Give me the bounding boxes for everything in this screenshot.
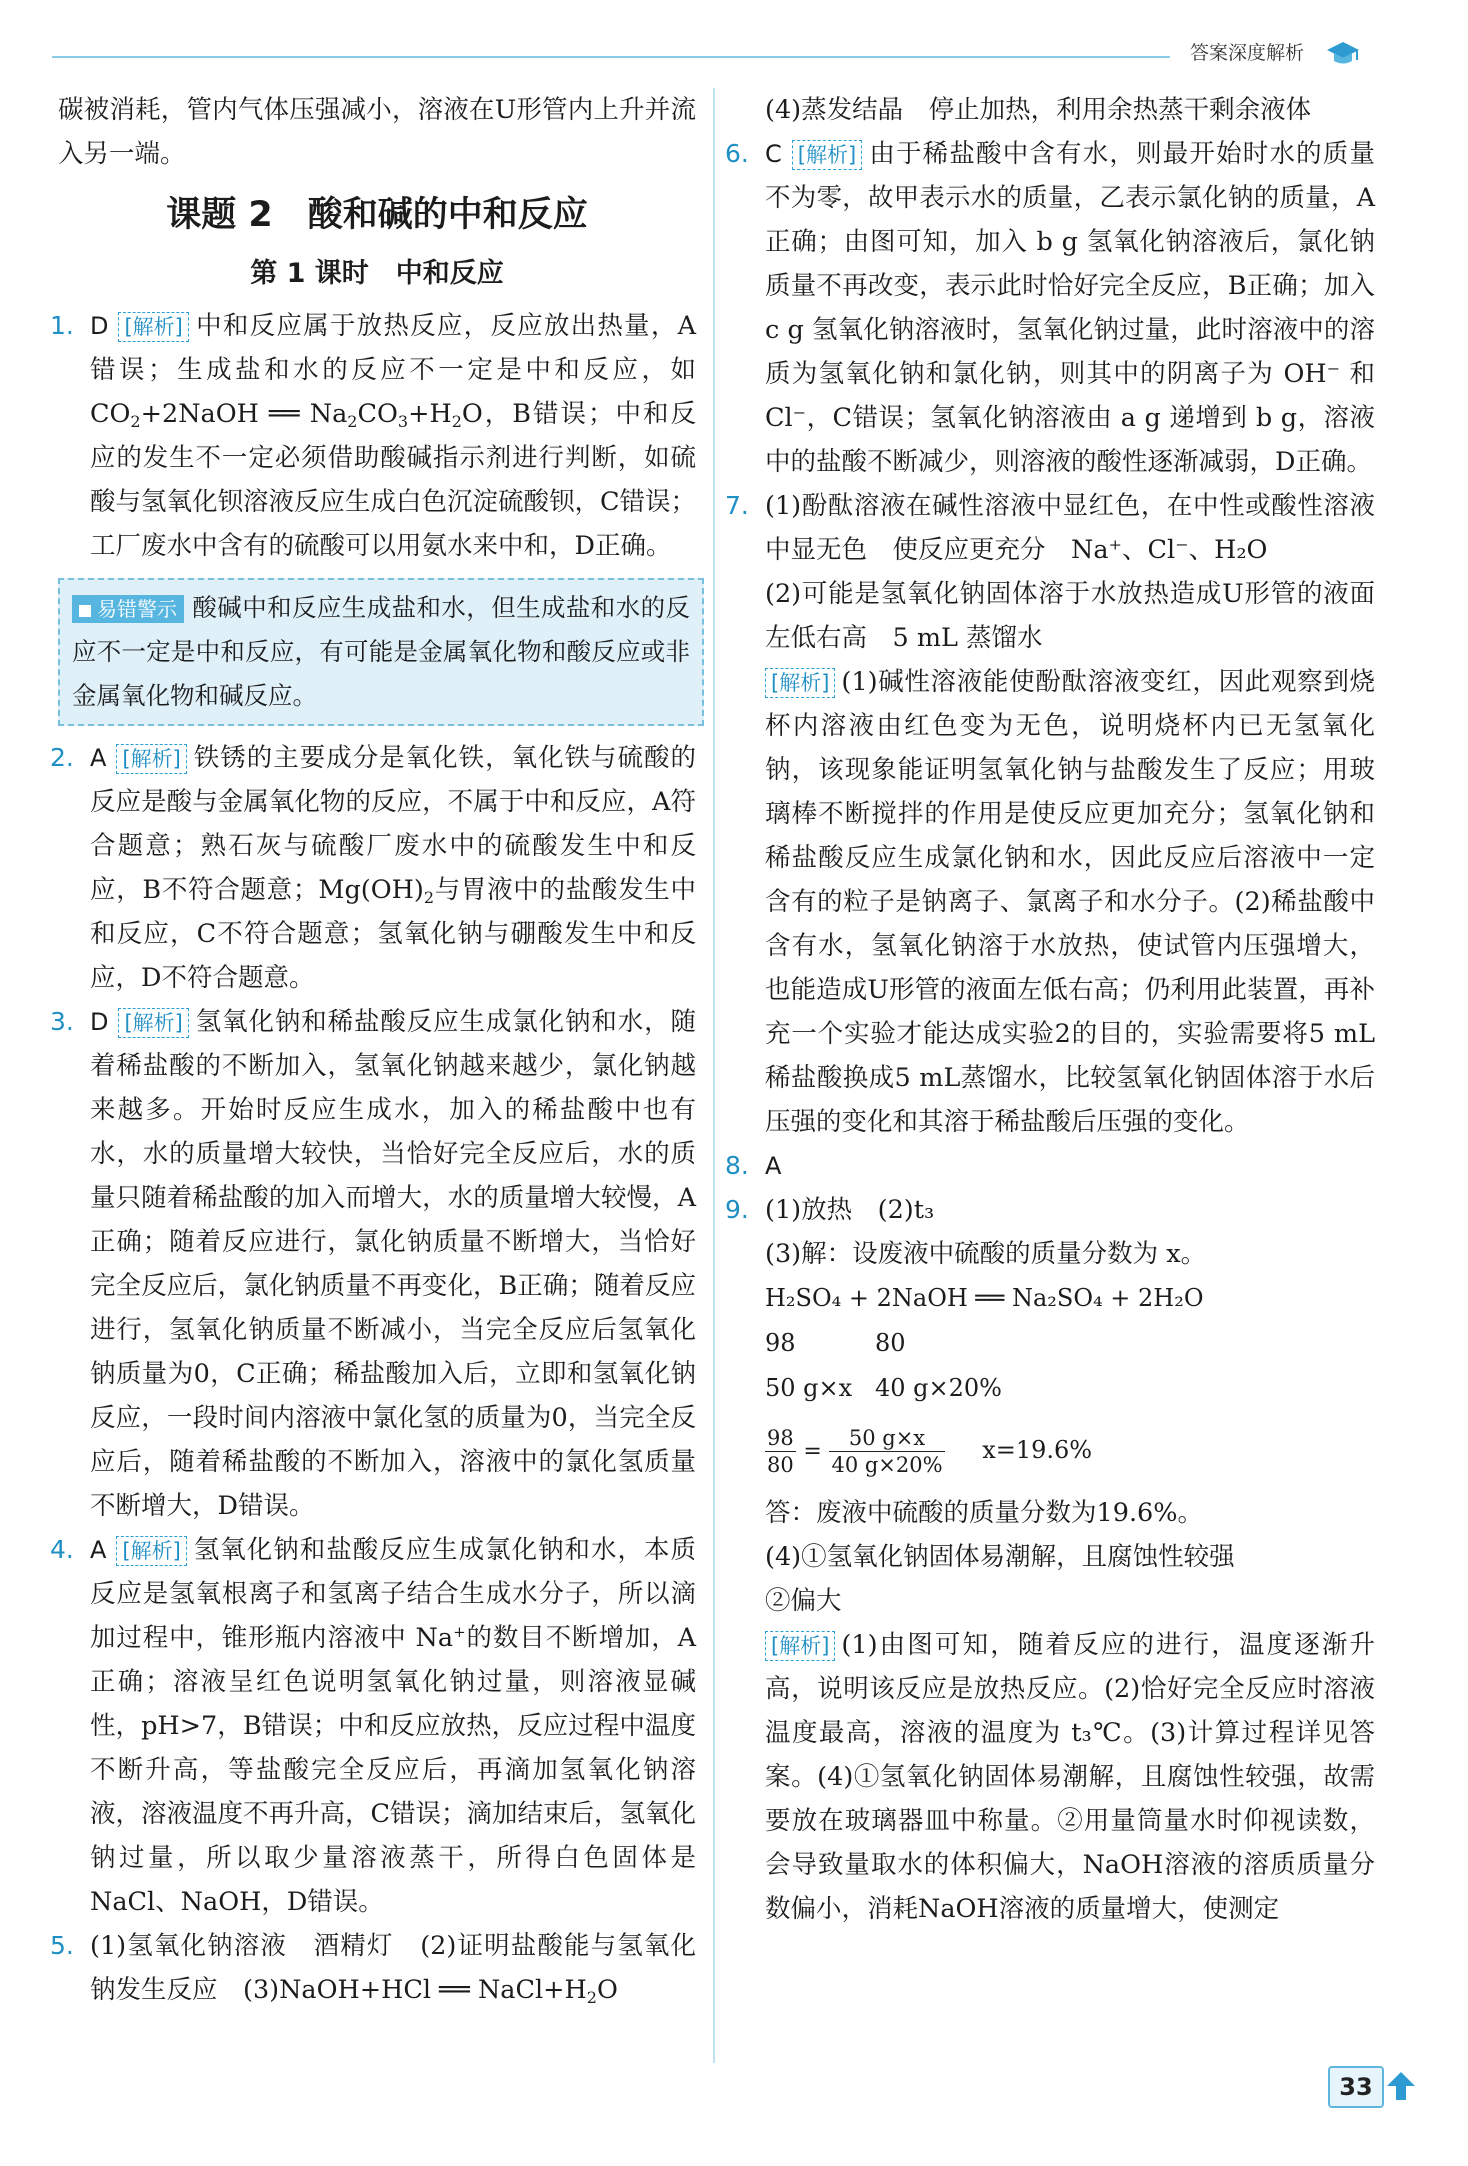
square-icon bbox=[79, 605, 91, 617]
answer-item-6 bbox=[725, 132, 1375, 484]
analysis-tag: [解析] bbox=[118, 312, 188, 342]
fraction-right: $\frac{50 g\times x}{40 g\times 20\%}$ bbox=[831, 1426, 943, 1477]
left-column bbox=[50, 88, 697, 2012]
analysis-tag: [解析] bbox=[792, 140, 862, 170]
page-number: 33 bbox=[1328, 2066, 1384, 2108]
answer-choice: D bbox=[90, 1008, 109, 1036]
answer-item-9 bbox=[725, 1188, 1375, 1232]
answer-choice: C bbox=[765, 140, 782, 168]
item-explanation: (1)由图可知，随着反应的进行，温度逐渐升高，说明该反应是放热反应。(2)恰好完全反应时溶液温度最高，溶液的温度为 t₃℃。(3)计算过程详见答案。(4)①氢氧化钠固体易潮解，且腐蚀性较强，故需要放在玻璃器皿中称量。②用量筒量水时仰视读数，会导致量取水的体积偏大，NaOH溶液的溶质质量分数偏小，消耗NaOH溶液的质量增大，使测定 bbox=[765, 1630, 1375, 1924]
warning-text: 酸碱中和反应生成盐和水，但生成盐和水的反应不一定是中和反应，有可能是金属氧化物和酸反应或非金属氧化物和碱反应。 bbox=[72, 593, 690, 710]
result-value: x=19.6% bbox=[982, 1436, 1093, 1464]
item-text: (1)氢氧化钠溶液 酒精灯 (2)证明盐酸能与氢氧化钠发生反应 (3)NaOH+HCl ══ NaCl+H bbox=[90, 1931, 696, 2005]
item-5-continued: (4)蒸发结晶 停止加热，利用余热蒸干剩余液体 bbox=[765, 95, 1312, 125]
answer-item-3 bbox=[50, 1000, 696, 1528]
item-text: 氢氧化钠和盐酸反应生成氯化钠和水，本质反应是氢氧根离子和氢离子结合生成水分子，所以滴加过程中，锥形瓶内溶液中 Na bbox=[90, 1535, 696, 1653]
intro-text: 碳被消耗，管内气体压强减小，溶液在U形管内上升并流入另一端。 bbox=[58, 95, 696, 169]
quantity-row bbox=[733, 1366, 1375, 1411]
answer-choice: A bbox=[765, 1152, 782, 1180]
answer-choice: A bbox=[90, 1536, 107, 1564]
item-number: 2. bbox=[50, 743, 74, 772]
item-9-explanation bbox=[733, 1623, 1375, 1931]
item-number: 8. bbox=[725, 1151, 749, 1180]
solution-conclusion: 答：废液中硫酸的质量分数为19.6%。 bbox=[765, 1498, 1204, 1528]
lesson-title: 课题 2 酸和碱的中和反应 bbox=[166, 195, 588, 235]
item-text-1: (1)放热 (2)t₃ bbox=[765, 1195, 935, 1225]
item-number: 5. bbox=[50, 1931, 74, 1960]
molar-mass-row bbox=[733, 1321, 1375, 1366]
chemical-equation: H₂SO₄ + 2NaOH ══ Na₂SO₄ + 2H₂O bbox=[765, 1284, 1204, 1312]
item-number: 3. bbox=[50, 1007, 74, 1036]
item-number: 4. bbox=[50, 1535, 74, 1564]
item-text-4a: (4)①氢氧化钠固体易潮解，且腐蚀性较强 bbox=[765, 1542, 1235, 1572]
quantity-naoh: 40 g×20% bbox=[875, 1374, 1002, 1402]
quantity-h2so4: 50 g×x bbox=[765, 1374, 853, 1402]
analysis-tag: [解析] bbox=[765, 1631, 835, 1661]
solution-setup: (3)解：设废液中硫酸的质量分数为 x。 bbox=[765, 1239, 1207, 1269]
answer-choice: D bbox=[90, 312, 109, 340]
analysis-tag: [解析] bbox=[116, 1536, 186, 1566]
item-text: 氢氧化钠和稀盐酸反应生成氯化钠和水，随着稀盐酸的不断加入，氢氧化钠越来越少，氯化钠越来越多。开始时反应生成水，加入的稀盐酸中也有水，水的质量增大较快，当恰好完全反应后，水的质量只随着稀盐酸的加入而增大，水的质量增大较慢，A正确；随着反应进行，氯化钠质量不断增大，当恰好完全反应后，氯化钠质量不再变化，B正确；随着反应进行，氢氧化钠质量不断减小，当完全反应后氢氧化钠质量为0，C正确；稀盐酸加入后，立即和氢氧化钠反应，一段时间内溶液中氯化氢的质量为0，当完全反应后，随着稀盐酸的不断加入，溶液中的氯化氢质量不断增大，D错误。 bbox=[90, 1007, 696, 1521]
item-number: 9. bbox=[725, 1195, 749, 1224]
answer-item-5: 5. (1)氢氧化钠溶液 酒精灯 (2)证明盐酸能与氢氧化钠发生反应 (3)NaOH+HCl ══ $NaCl+H_2O$ bbox=[58, 1924, 696, 2012]
analysis-tag: [解析] bbox=[118, 1008, 188, 1038]
answer-item-7 bbox=[725, 484, 1375, 1144]
analysis-tag: [解析] bbox=[765, 668, 835, 698]
molar-mass-naoh: 80 bbox=[875, 1329, 906, 1357]
item-explanation: (1)碱性溶液能使酚酞溶液变红，因此观察到烧杯内溶液由红色变为无色，说明烧杯内已无氢氧化钠，该现象能证明氢氧化钠与盐酸发生了反应；用玻璃棒不断搅拌的作用是使反应更加充分；氢氧化钠和稀盐酸反应生成氯化钠和水，因此反应后溶液中一定含有的粒子是钠离子、氯离子和水分子。(2)稀盐酸中含有水，氢氧化钠溶于水放热，使试管内压强增大，也能造成U形管的液面左低右高；仍利用此装置，再补充一个实验才能达成实验2的目的，实验需要将5 mL稀盐酸换成5 mL蒸馏水，比较氢氧化钠固体溶于水后压强的变化和其溶于稀盐酸后压强的变化。 bbox=[765, 667, 1375, 1137]
column-divider bbox=[713, 88, 715, 2063]
answer-choice: A bbox=[90, 744, 107, 772]
page-header bbox=[0, 0, 1468, 80]
answer-item-1: 1. D [解析] 中和反应属于放热反应，反应放出热量，A错误；生成盐和水的反应不一定是中和反应，如$CO_2+2NaOH$ ══ $Na_2CO_3+H_2O$，B错误；中和反应的发生不一定必须借助酸碱指示剂进行判断，如硫酸与氢氧化钡溶液反应生成白色沉淀硫酸钡，C错误；工厂废水中含有的硫酸可以用氨水来中和，D正确。 bbox=[58, 304, 696, 568]
header-title: 答案深度解析 bbox=[1190, 42, 1305, 64]
item-number: 6. bbox=[725, 139, 749, 168]
item-text-1: (1)酚酞溶液在碱性溶液中显红色，在中性或酸性溶液中显无色 使反应更充分 Na⁺、Cl⁻、H₂O bbox=[765, 491, 1375, 565]
header-rule bbox=[52, 56, 1170, 58]
warning-box bbox=[58, 578, 704, 726]
graduation-cap-icon bbox=[1326, 38, 1360, 68]
warning-label: 易错警示 bbox=[72, 595, 184, 623]
answer-item-2: 2. A [解析] 铁锈的主要成分是氧化铁，氧化铁与硫酸的反应是酸与金属氧化物的反应，不属于中和反应，A符合题意；熟石灰与硫酸厂废水中的硫酸发生中和反应，B不符合题意；$Mg(OH)_2$与胃液中的盐酸发生中和反应，C不符合题意；氢氧化钠与硼酸发生中和反应，D不符合题意。 bbox=[58, 736, 696, 1000]
lesson-subtitle: 第 1 课时 中和反应 bbox=[250, 258, 504, 289]
proportion-equation: $\frac{98}{80}$ = $\frac{50 g\times x}{40 g\times 20\%}$ x=19.6% bbox=[767, 1426, 1093, 1477]
item-text-4b: ②偏大 bbox=[765, 1586, 842, 1616]
item-text-2: (2)可能是氢氧化钠固体溶于水放热造成U形管的液面左低右高 5 mL 蒸馏水 bbox=[765, 579, 1375, 653]
arrow-up-icon bbox=[1386, 2070, 1416, 2102]
answer-item-4: 4. A [解析] 氢氧化钠和盐酸反应生成氯化钠和水，本质反应是氢氧根离子和氢离子结合生成水分子，所以滴加过程中，锥形瓶内溶液中 Na+的数目不断增加，A正确；溶液呈红色说明氢氧化钠过量，则溶液显碱性，pH>7，B错误；中和反应放热，反应过程中温度不断升高，等盐酸完全反应后，再滴加氢氧化钠溶液，溶液温度不再升高，C错误；滴加结束后，氢氧化钠过量，所以取少量溶液蒸干，所得白色固体是NaCl、NaOH，D错误。 bbox=[58, 1528, 696, 1924]
item-text: 由于稀盐酸中含有水，则最开始时水的质量不为零，故甲表示水的质量，乙表示氯化钠的质量，A正确；由图可知，加入 b g 氢氧化钠溶液后，氯化钠质量不再改变，表示此时恰好完全反应，B正确；加入 c g 氢氧化钠溶液时，氢氧化钠过量，此时溶液中的溶质为氢氧化钠和氯化钠，则其中的阴离子为 OH⁻ 和 Cl⁻，C错误；氢氧化钠溶液由 a g 递增到 b g，溶液中的盐酸不断减少，则溶液的酸性逐渐减弱，D正确。 bbox=[765, 139, 1375, 477]
item-number: 1. bbox=[50, 311, 74, 340]
molar-mass-h2so4: 98 bbox=[765, 1329, 796, 1357]
fraction-left: $\frac{98}{80}$ bbox=[767, 1426, 794, 1477]
right-column bbox=[725, 88, 1375, 1931]
item-text: 中和反应属于放热反应，反应放出热量，A错误；生成盐和水的反应不一定是中和反应，如CO bbox=[90, 311, 696, 429]
item-text: 铁锈的主要成分是氧化铁，氧化铁与硫酸的反应是酸与金属氧化物的反应，不属于中和反应，A符合题意；熟石灰与硫酸厂废水中的硫酸发生中和反应，B不符合题意；Mg(OH) bbox=[90, 743, 696, 905]
answer-item-8 bbox=[725, 1144, 1375, 1188]
analysis-tag: [解析] bbox=[116, 744, 186, 774]
item-number: 7. bbox=[725, 491, 749, 520]
